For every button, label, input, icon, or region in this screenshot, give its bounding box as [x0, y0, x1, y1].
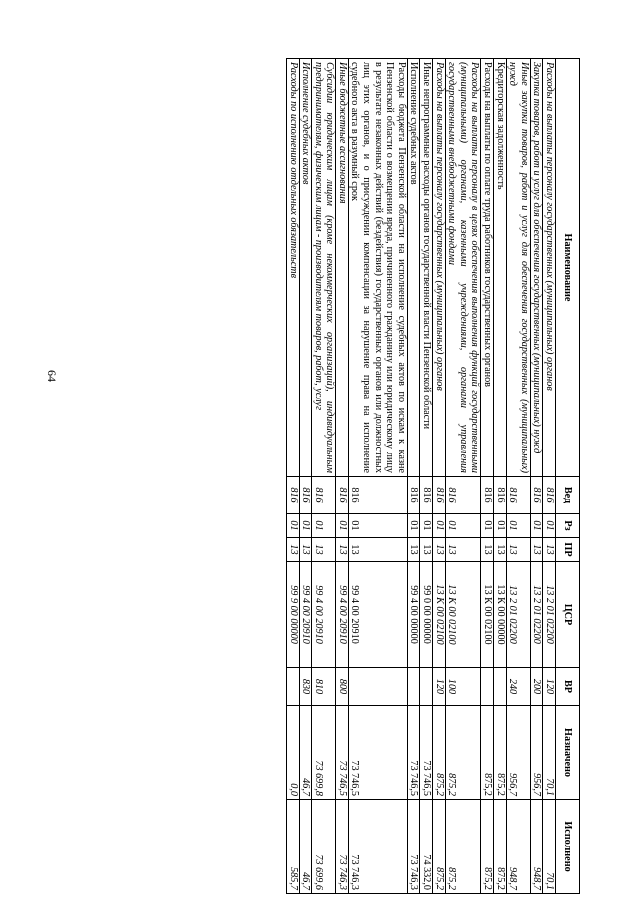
cell-name: Расходы на выплаты персоналу государственных (муниципальных) органов: [543, 59, 556, 477]
table-body: [286, 59, 555, 894]
cell-rz: 01: [494, 514, 507, 538]
cell-rz: 01: [506, 514, 530, 538]
cell-ved: 816: [481, 477, 494, 514]
cell-vr: [481, 668, 494, 706]
table-row: [420, 59, 433, 894]
cell-pr: 13: [348, 538, 407, 562]
table-row: [299, 59, 312, 894]
header-pr: ПР: [556, 538, 580, 562]
cell-pr: 13: [481, 538, 494, 562]
cell-ved: 816: [494, 477, 507, 514]
cell-vr: 120: [433, 668, 446, 706]
cell-rz: 01: [433, 514, 446, 538]
cell-vr: [407, 668, 420, 706]
cell-csr: 13 2 01 02200: [506, 562, 530, 668]
cell-ved: 816: [286, 477, 299, 514]
cell-ved: 816: [445, 477, 481, 514]
cell-ved: 816: [348, 477, 407, 514]
cell-rz: 01: [481, 514, 494, 538]
cell-rz: 01: [286, 514, 299, 538]
cell-ved: 816: [299, 477, 312, 514]
rotated-page: [84, 58, 580, 893]
cell-name: Расходы бюджета Пензенской области на исполнение судебных актов по искам к казне Пензенской области о возмещении вреда, причиненного гражданину или юридическому лицу в результате незаконных действий (бездействия) государственных органов или должностных лиц этих органов, и о присуждении компенсации за нарушение права на исполнение судебного акта в разумный срок: [348, 59, 407, 477]
cell-assigned: 875,2: [494, 706, 507, 800]
cell-assigned: 0,0: [286, 706, 299, 800]
cell-pr: 13: [445, 538, 481, 562]
cell-csr: 99 4 00 20910: [312, 562, 336, 668]
table-row: [312, 59, 336, 894]
cell-vr: [494, 668, 507, 706]
cell-rz: 01: [530, 514, 543, 538]
cell-executed: 73 746,3: [336, 800, 349, 894]
cell-vr: 810: [312, 668, 336, 706]
cell-rz: 01: [299, 514, 312, 538]
cell-csr: 13 К 00 00000: [494, 562, 507, 668]
cell-executed: 73 746,3: [407, 800, 420, 894]
cell-assigned: 46,7: [299, 706, 312, 800]
cell-rz: 01: [407, 514, 420, 538]
cell-vr: 800: [336, 668, 349, 706]
cell-executed: 74 332,0: [420, 800, 433, 894]
cell-assigned: 875,2: [481, 706, 494, 800]
cell-rz: 01: [445, 514, 481, 538]
cell-executed: 875,2: [481, 800, 494, 894]
cell-name: Кредиторская задолженность: [494, 59, 507, 477]
header-vr: ВР: [556, 668, 580, 706]
table-row: [543, 59, 556, 894]
table-row: [506, 59, 530, 894]
cell-assigned: 73 746,5: [336, 706, 349, 800]
cell-executed: 46,7: [299, 800, 312, 894]
cell-pr: 13: [286, 538, 299, 562]
cell-csr: 13 К 00 02100: [445, 562, 481, 668]
cell-name: Расходы по исполнению отдельных обязательств: [286, 59, 299, 477]
cell-assigned: 875,2: [445, 706, 481, 800]
cell-assigned: 73 746,5: [348, 706, 407, 800]
table-row: [286, 59, 299, 894]
cell-executed: 585,7: [286, 800, 299, 894]
cell-pr: 13: [506, 538, 530, 562]
table-row: [433, 59, 446, 894]
cell-name: Расходы на выплаты по оплате труда работников государственных органов: [481, 59, 494, 477]
budget-table: [286, 58, 580, 894]
cell-csr: 99 4 00 20910: [348, 562, 407, 668]
cell-assigned: 875,2: [433, 706, 446, 800]
cell-name: Иные непрограммные расходы органов государственной власти Пензенской области: [420, 59, 433, 477]
table-row: [348, 59, 407, 894]
cell-name: Субсидии юридическим лицам (кроме некоммерческих организаций), индивидуальным предпринимателям, физическим лицам - производителям товаров, работ, услуг: [312, 59, 336, 477]
cell-vr: [286, 668, 299, 706]
cell-executed: 875,2: [433, 800, 446, 894]
cell-executed: 70,1: [543, 800, 556, 894]
header-rz: Рз: [556, 514, 580, 538]
cell-vr: 120: [543, 668, 556, 706]
cell-rz: 01: [543, 514, 556, 538]
cell-pr: 13: [312, 538, 336, 562]
cell-name: Расходы на выплаты персоналу государственных (муниципальных) органов: [433, 59, 446, 477]
cell-assigned: 73 699,8: [312, 706, 336, 800]
header-name: Наименование: [556, 59, 580, 477]
header-row: [556, 59, 580, 894]
cell-pr: 13: [299, 538, 312, 562]
cell-pr: 13: [530, 538, 543, 562]
cell-ved: 816: [407, 477, 420, 514]
cell-csr: 99 4 00 20910: [336, 562, 349, 668]
cell-csr: 13 2 01 02200: [530, 562, 543, 668]
cell-pr: 13: [407, 538, 420, 562]
cell-csr: 99 0 00 00000: [420, 562, 433, 668]
header-csr: ЦСР: [556, 562, 580, 668]
cell-ved: 816: [530, 477, 543, 514]
cell-csr: 13 К 00 02100: [481, 562, 494, 668]
cell-csr: 13 К 00 02100: [433, 562, 446, 668]
cell-executed: 875,2: [445, 800, 481, 894]
cell-name: Исполнение судебных актов: [407, 59, 420, 477]
table-row: [336, 59, 349, 894]
cell-name: Закупка товаров, работ и услуг для обеспечения государственных (муниципальных) нужд: [530, 59, 543, 477]
cell-vr: 830: [299, 668, 312, 706]
cell-vr: [348, 668, 407, 706]
cell-ved: 816: [506, 477, 530, 514]
cell-ved: 816: [543, 477, 556, 514]
cell-pr: 13: [494, 538, 507, 562]
table-row: [481, 59, 494, 894]
table-row: [530, 59, 543, 894]
cell-csr: 13 2 01 02200: [543, 562, 556, 668]
cell-pr: 13: [543, 538, 556, 562]
cell-rz: 01: [420, 514, 433, 538]
cell-executed: 948,7: [530, 800, 543, 894]
cell-pr: 13: [433, 538, 446, 562]
cell-vr: 100: [445, 668, 481, 706]
cell-executed: 948,7: [506, 800, 530, 894]
cell-executed: 73 699,6: [312, 800, 336, 894]
cell-name: Иные закупки товаров, работ и услуг для обеспечения государственных (муниципальных) нужд: [506, 59, 530, 477]
header-assigned: Назначено: [556, 706, 580, 800]
cell-rz: 01: [312, 514, 336, 538]
cell-pr: 13: [420, 538, 433, 562]
cell-ved: 816: [336, 477, 349, 514]
cell-csr: 99 4 00 00000: [407, 562, 420, 668]
cell-name: Расходы на выплаты персоналу в целях обеспечения выполнения функций государственными (муниципальными) органами, казенными учреждениями, органами управления государственными внебюджетными фондами: [445, 59, 481, 477]
table-row: [445, 59, 481, 894]
cell-assigned: 70,1: [543, 706, 556, 800]
cell-rz: 01: [348, 514, 407, 538]
cell-assigned: 73 746,5: [407, 706, 420, 800]
cell-ved: 816: [433, 477, 446, 514]
cell-assigned: 956,7: [506, 706, 530, 800]
header-ved: Вед: [556, 477, 580, 514]
cell-name: Иные бюджетные ассигнования: [336, 59, 349, 477]
cell-assigned: 956,7: [530, 706, 543, 800]
cell-pr: 13: [336, 538, 349, 562]
cell-rz: 01: [336, 514, 349, 538]
cell-vr: 200: [530, 668, 543, 706]
cell-csr: 99 9 00 00000: [286, 562, 299, 668]
table-row: [407, 59, 420, 894]
cell-csr: 99 4 00 20910: [299, 562, 312, 668]
cell-executed: 875,2: [494, 800, 507, 894]
cell-ved: 816: [312, 477, 336, 514]
cell-vr: [420, 668, 433, 706]
cell-executed: 73 746,3: [348, 800, 407, 894]
page-number: 64: [45, 370, 59, 382]
cell-assigned: 73 746,5: [420, 706, 433, 800]
cell-ved: 816: [420, 477, 433, 514]
header-executed: Исполнено: [556, 800, 580, 894]
table-row: [494, 59, 507, 894]
cell-name: Исполнение судебных актов: [299, 59, 312, 477]
cell-vr: 240: [506, 668, 530, 706]
